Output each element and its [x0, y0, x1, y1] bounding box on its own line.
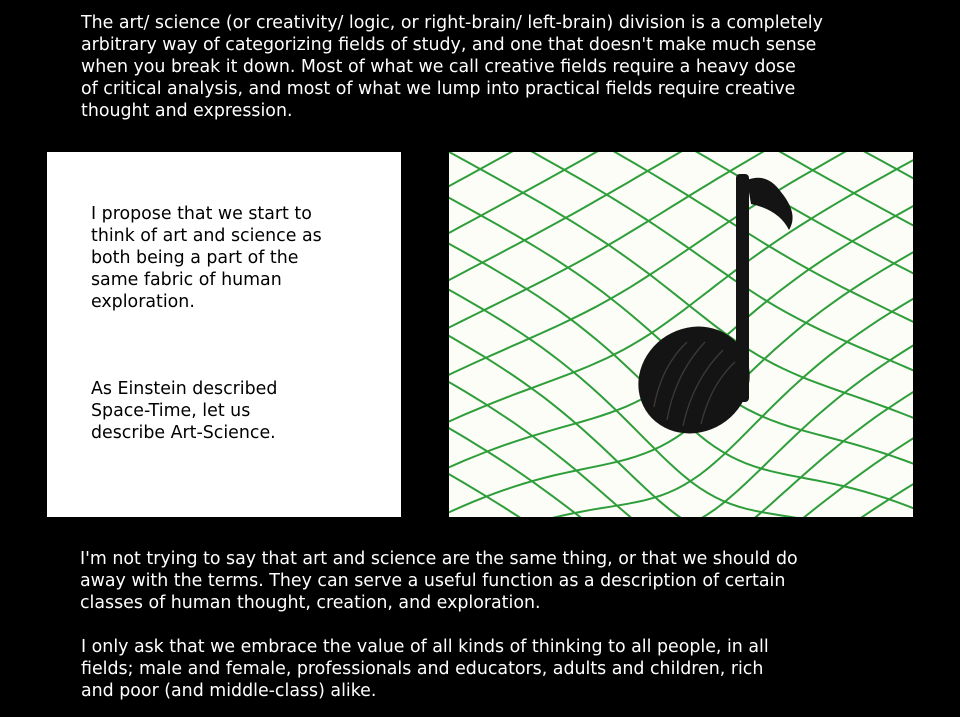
intro-paragraph: The art/ science (or creativity/ logic, or right-brain/ left-brain) division is a completely arbitrary way of categorizing fields of study, and one that doesn't make much sense when you break it down. Most of what we call creative fields require a heavy dose of critical analysis, and most of what we lump into practical fields require creative thought and expression. [81, 13, 823, 121]
grid-line [449, 495, 913, 517]
einstein-text: As Einstein described Space-Time, let us describe Art-Science. [91, 379, 278, 443]
closing-paragraph: I only ask that we embrace the value of all kinds of thinking to all people, in all fields; male and female, professionals and educators, adults and children, rich and poor (and middle-class) alike. [81, 637, 769, 701]
clarification-paragraph: I'm not trying to say that art and science are the same thing, or that we should do away with the terms. They can serve a useful function as a description of certain classes of human thought, creation, and exploration. [80, 549, 798, 613]
grid-line [449, 152, 913, 291]
grid-line [449, 152, 913, 304]
grid-line [449, 152, 913, 257]
spacetime-illustration [449, 152, 913, 517]
grid-line [449, 152, 913, 350]
proposal-text: I propose that we start to think of art and science as both being a part of the same fabric of human exploration. [91, 204, 322, 312]
grid-line [449, 152, 913, 211]
grid-line [449, 152, 913, 338]
grid-line [449, 450, 913, 517]
illustration-panel [449, 152, 913, 517]
grid-line [449, 152, 913, 165]
text-panel [47, 152, 401, 517]
